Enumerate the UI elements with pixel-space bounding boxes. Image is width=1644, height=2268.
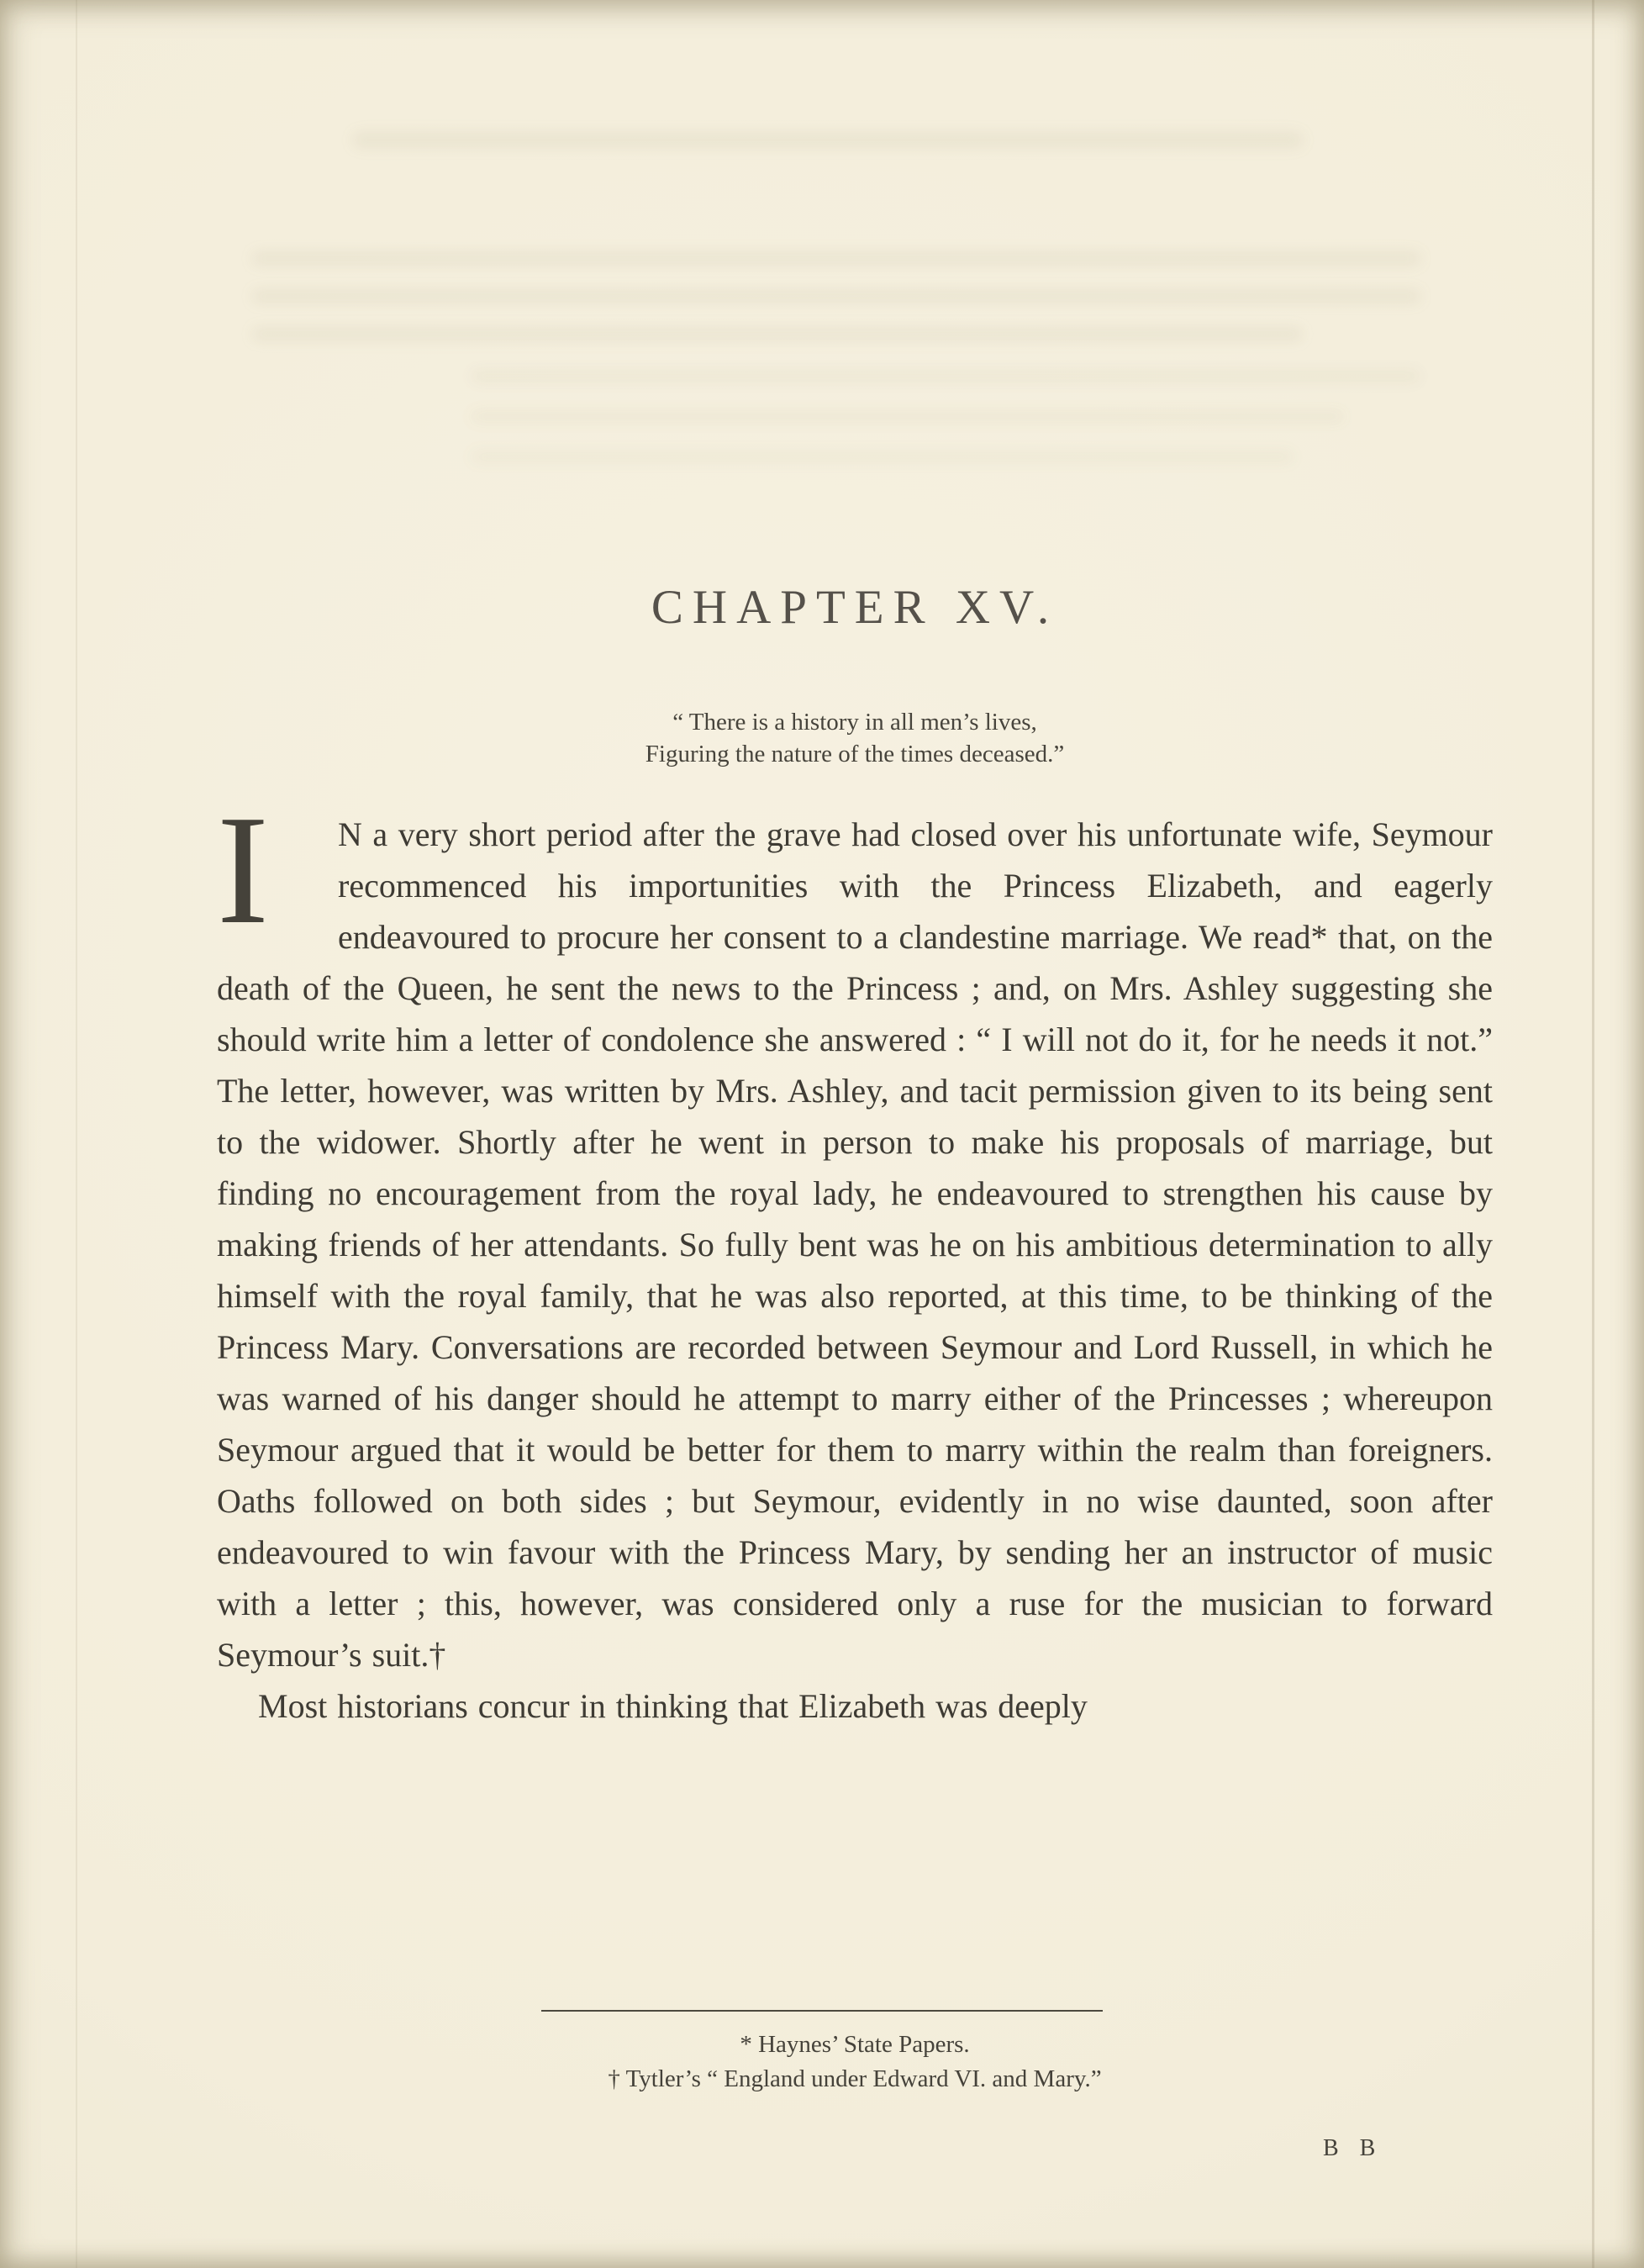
footnote-1: * Haynes’ State Papers. (740, 2031, 970, 2058)
page-crease-left (76, 0, 77, 2268)
show-through-ghost (252, 252, 1420, 265)
chapter-title: CHAPTER XV. (651, 581, 1059, 634)
show-through-ghost (353, 133, 1303, 147)
paragraph-first-text: N a very short period after the grave had closed over his unfortunate wife, Seymour recommenced his importunities with the Princess Elizabeth, and eagerly endeavoured to procure her consent to a clandestine marriage. We read* that, on the death of the Queen, he sent the news to the Princess ; and, on Mrs. Ashley suggesting she should write him a letter of condolence she answered : “ I will not do it, for he needs it not.” The letter, however, was written by Mrs. Ashley, and tacit permission given to its being sent to the widower. Shortly after he went in person to make his proposals of marriage, but finding no encouragement from the royal lady, he endeavoured to strengthen his cause by making friends of her attendants. So fully bent was he on his ambitious determination to ally himself with the royal family, that he was also reported, at this time, to be thinking of the Princess Mary. Conversations are recorded between Seymour and Lord Russell, in which he was warned of his danger should he attempt to marry either of the Princesses ; whereupon Seymour argued that it would be better for them to marry within the realm than foreigners. Oaths followed on both sides ; but Seymour, evidently in no wise daunted, soon after endeavoured to win favour with the Princess Mary, by sending her an instructor of music with a letter ; this, however, was considered only a ruse for the musician to forward Seymour’s suit.† (217, 815, 1493, 1674)
paragraph-second: Most historians concur in thinking that Elizabeth was deeply (258, 1687, 1088, 1725)
footnote-2: † Tytler’s “ England under Edward VI. and Mary.” (608, 2065, 1102, 2092)
show-through-ghost (471, 451, 1294, 463)
paragraph-first (217, 783, 1493, 1680)
footnotes (217, 2028, 1493, 2097)
epigraph (217, 706, 1493, 770)
show-through-ghost (471, 410, 1345, 423)
body-text (217, 783, 1493, 1732)
epigraph-line-1: “ There is a history in all men’s lives, (672, 709, 1037, 736)
show-through-ghost (252, 290, 1420, 303)
dropcap-initial: I (217, 783, 269, 957)
show-through-ghost (252, 328, 1303, 340)
page-crease-right (1592, 0, 1594, 2268)
epigraph-line-2: Figuring the nature of the times deceased.” (645, 741, 1065, 767)
show-through-ghost (471, 370, 1420, 382)
footnote-separator-rule (541, 2010, 1103, 2012)
page-signature: B B (1323, 2135, 1383, 2161)
